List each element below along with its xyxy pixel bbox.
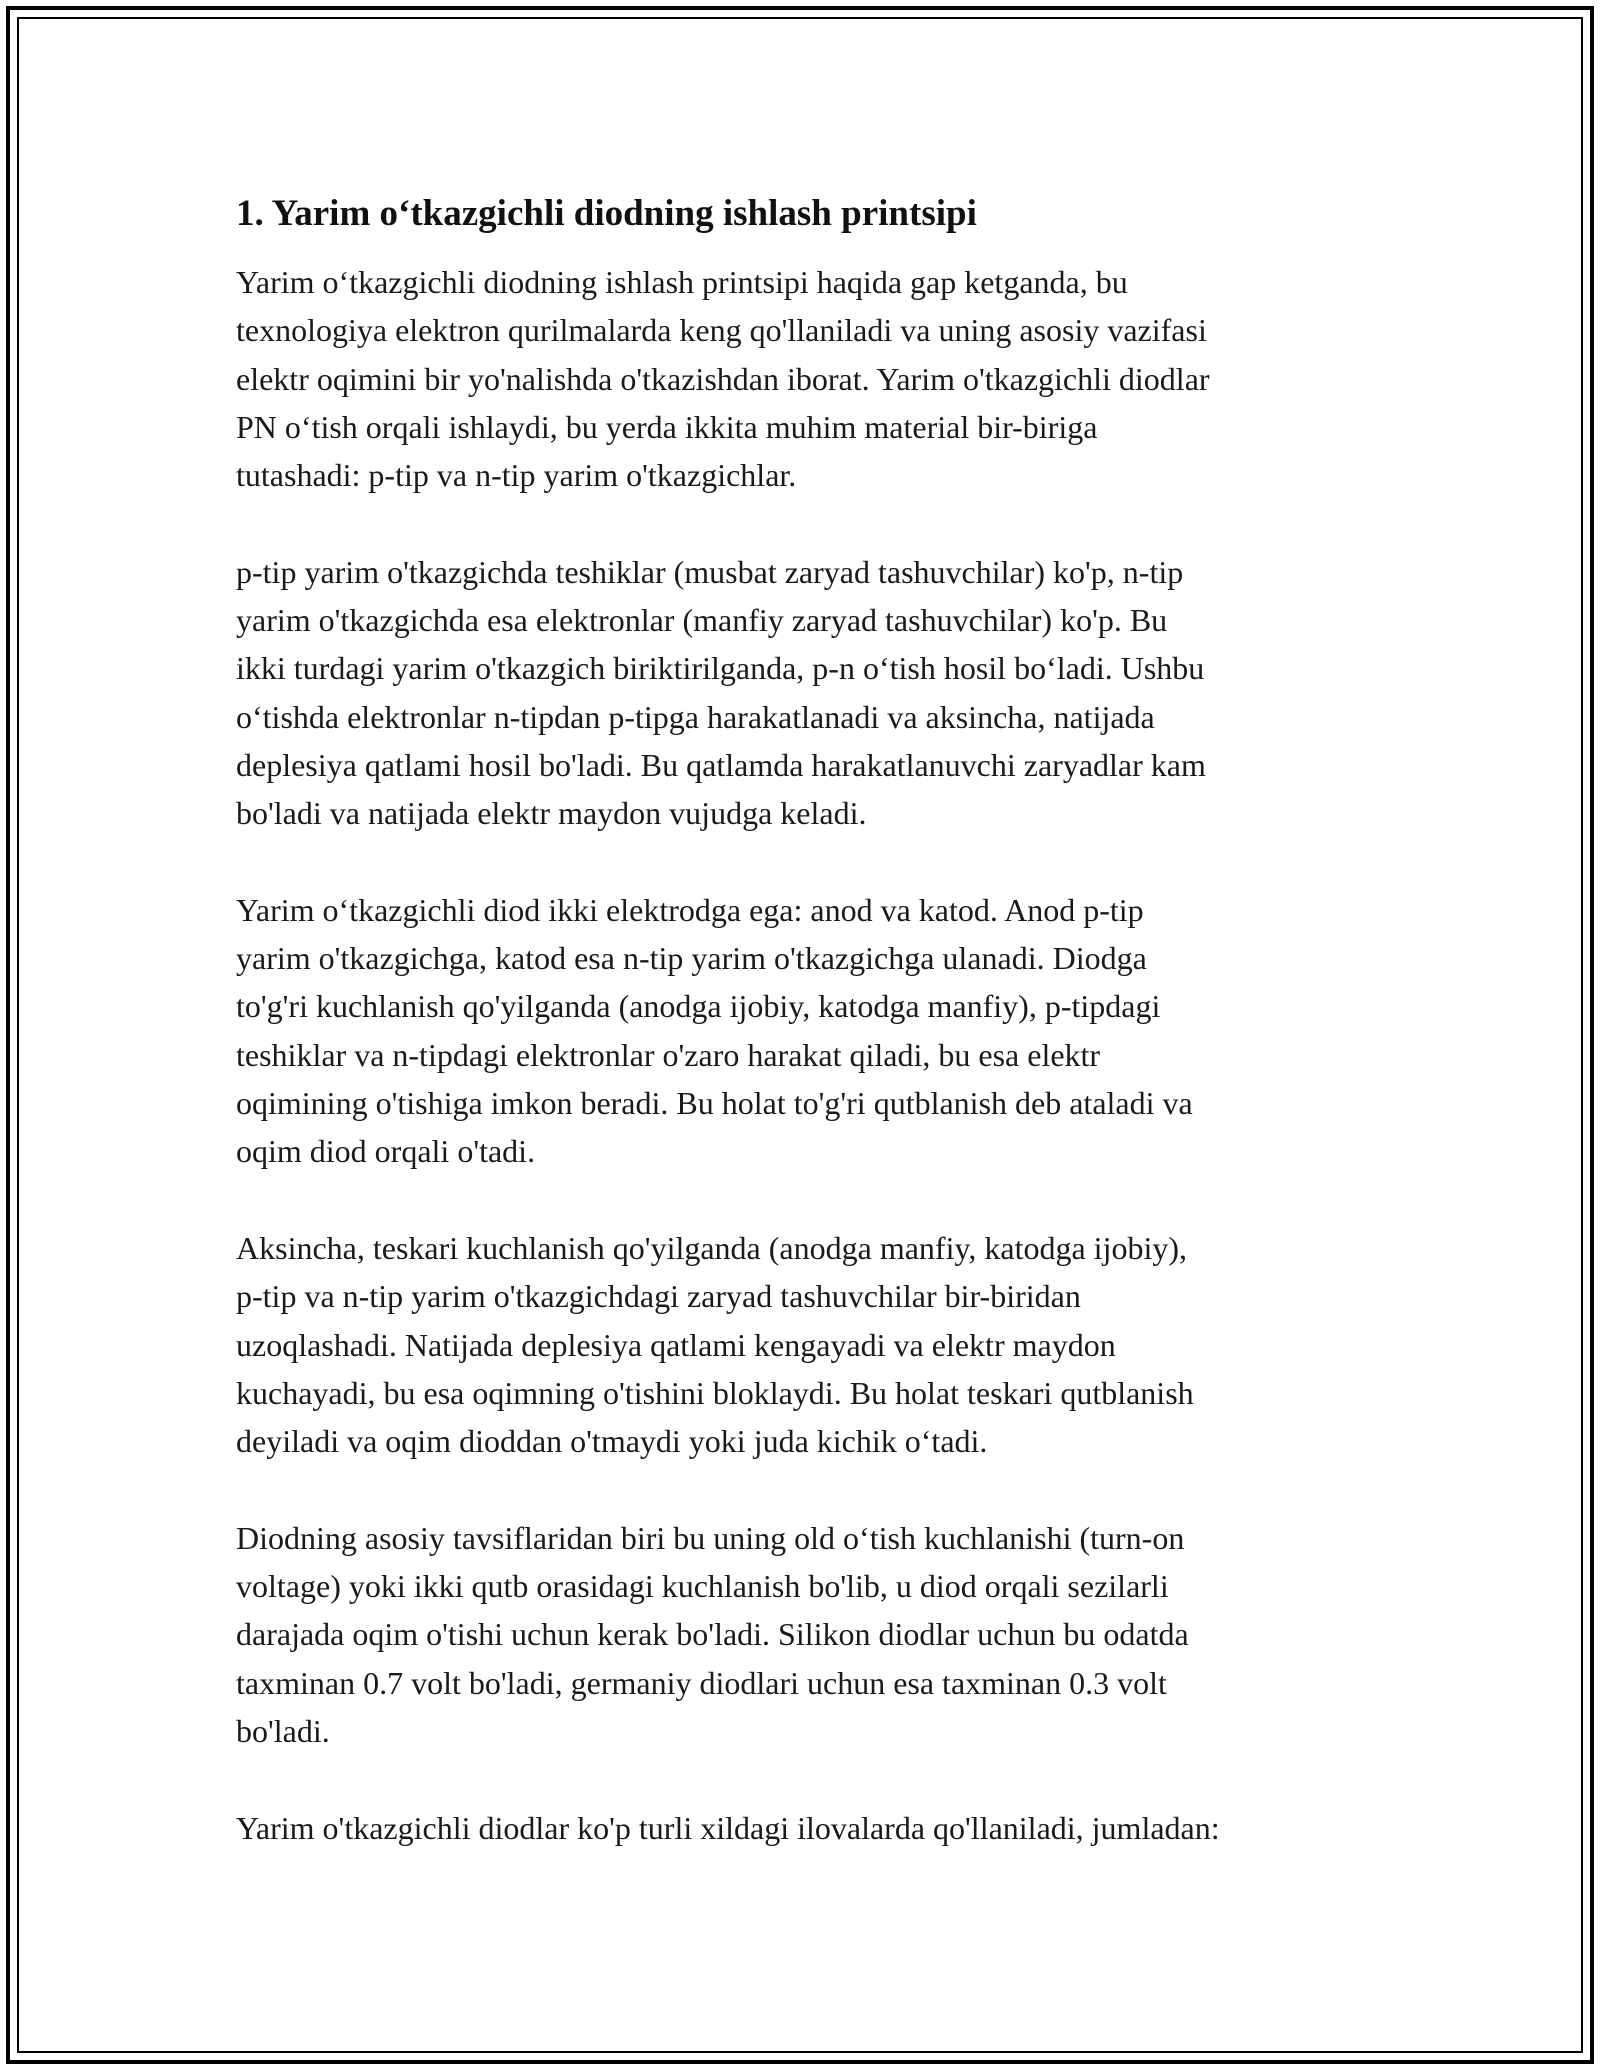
text-line: Yarim o‘tkazgichli diod ikki elektrodga ega: anod va katod. Anod p-tip — [236, 891, 1144, 928]
text-line: deplesiya qatlami hosil bo'ladi. Bu qatlamda harakatlanuvchi zaryadlar kam — [236, 746, 1206, 783]
paragraph-2 — [236, 548, 1386, 838]
text-line: yarim o'tkazgichga, katod esa n-tip yarim o'tkazgichga ulanadi. Diodga — [236, 940, 1147, 977]
text-line: bo'ladi. — [236, 1712, 330, 1749]
paragraph-6 — [236, 1804, 1386, 1852]
text-line: PN o‘tish orqali ishlaydi, bu yerda ikkita muhim material bir-biriga — [236, 408, 1098, 445]
paragraph-1 — [236, 258, 1386, 499]
text-line: texnologiya elektron qurilmalarda keng qo'llaniladi va uning asosiy vazifasi — [236, 312, 1207, 349]
text-line: p-tip va n-tip yarim o'tkazgichdagi zaryad tashuvchilar bir-biridan — [236, 1278, 1081, 1315]
text-line: oqim diod orqali o'tadi. — [236, 1133, 536, 1170]
text-line: Yarim o'tkazgichli diodlar ko'p turli xildagi ilovalarda qo'llaniladi, jumladan: — [236, 1809, 1220, 1846]
text-line: deyiladi va oqim dioddan o'tmaydi yoki juda kichik o‘tadi. — [236, 1423, 988, 1460]
text-line: elektr oqimini bir yo'nalishda o'tkazishdan iborat. Yarim o'tkazgichli diodlar — [236, 360, 1210, 397]
text-line: Diodning asosiy tavsiflaridan biri bu uning old o‘tish kuchlanishi (turn-on — [236, 1519, 1185, 1556]
text-line: teshiklar va n-tipdagi elektronlar o'zaro harakat qiladi, bu esa elektr — [236, 1036, 1101, 1073]
text-line: o‘tishda elektronlar n-tipdan p-tipga harakatlanadi va aksincha, natijada — [236, 698, 1155, 735]
text-line: kuchayadi, bu esa oqimning o'tishini bloklaydi. Bu holat teskari qutblanish — [236, 1374, 1194, 1411]
paragraph-5 — [236, 1514, 1386, 1755]
text-line: Yarim o‘tkazgichli diodning ishlash printsipi haqida gap ketganda, bu — [236, 264, 1128, 300]
text-line: p-tip yarim o'tkazgichda teshiklar (musbat zaryad tashuvchilar) ko'p, n-tip — [236, 553, 1184, 590]
text-line: oqimining o'tishiga imkon beradi. Bu holat to'g'ri qutblanish deb ataladi va — [236, 1085, 1193, 1122]
text-line: to'g'ri kuchlanish qo'yilganda (anodga ijobiy, katodga manfiy), p-tipdagi — [236, 988, 1161, 1025]
text-line: yarim o'tkazgichda esa elektronlar (manfiy zaryad tashuvchilar) ko'p. Bu — [236, 602, 1168, 639]
paragraph-3 — [236, 886, 1386, 1176]
section-heading: 1. Yarim o‘tkazgichli diodning ishlash printsipi — [236, 193, 977, 234]
document-body — [236, 186, 1386, 1900]
text-line: voltage) yoki ikki qutb orasidagi kuchlanish bo'lib, u diod orqali sezilarli — [236, 1568, 1169, 1605]
text-line: Aksincha, teskari kuchlanish qo'yilganda (anodga manfiy, katodga ijobiy), — [236, 1229, 1187, 1266]
text-line: taxminan 0.7 volt bo'ladi, germaniy diodlari uchun esa taxminan 0.3 volt — [236, 1664, 1167, 1701]
text-line: ikki turdagi yarim o'tkazgich biriktirilganda, p-n o‘tish hosil bo‘ladi. Ushbu — [236, 650, 1205, 687]
paragraph-4 — [236, 1224, 1386, 1465]
text-line: darajada oqim o'tishi uchun kerak bo'ladi. Silikon diodlar uchun bu odatda — [236, 1616, 1189, 1653]
text-line: tutashadi: p-tip va n-tip yarim o'tkazgichlar. — [236, 457, 797, 494]
text-line: uzoqlashadi. Natijada deplesiya qatlami kengayadi va elektr maydon — [236, 1326, 1116, 1363]
text-line: bo'ladi va natijada elektr maydon vujudga keladi. — [236, 795, 867, 832]
